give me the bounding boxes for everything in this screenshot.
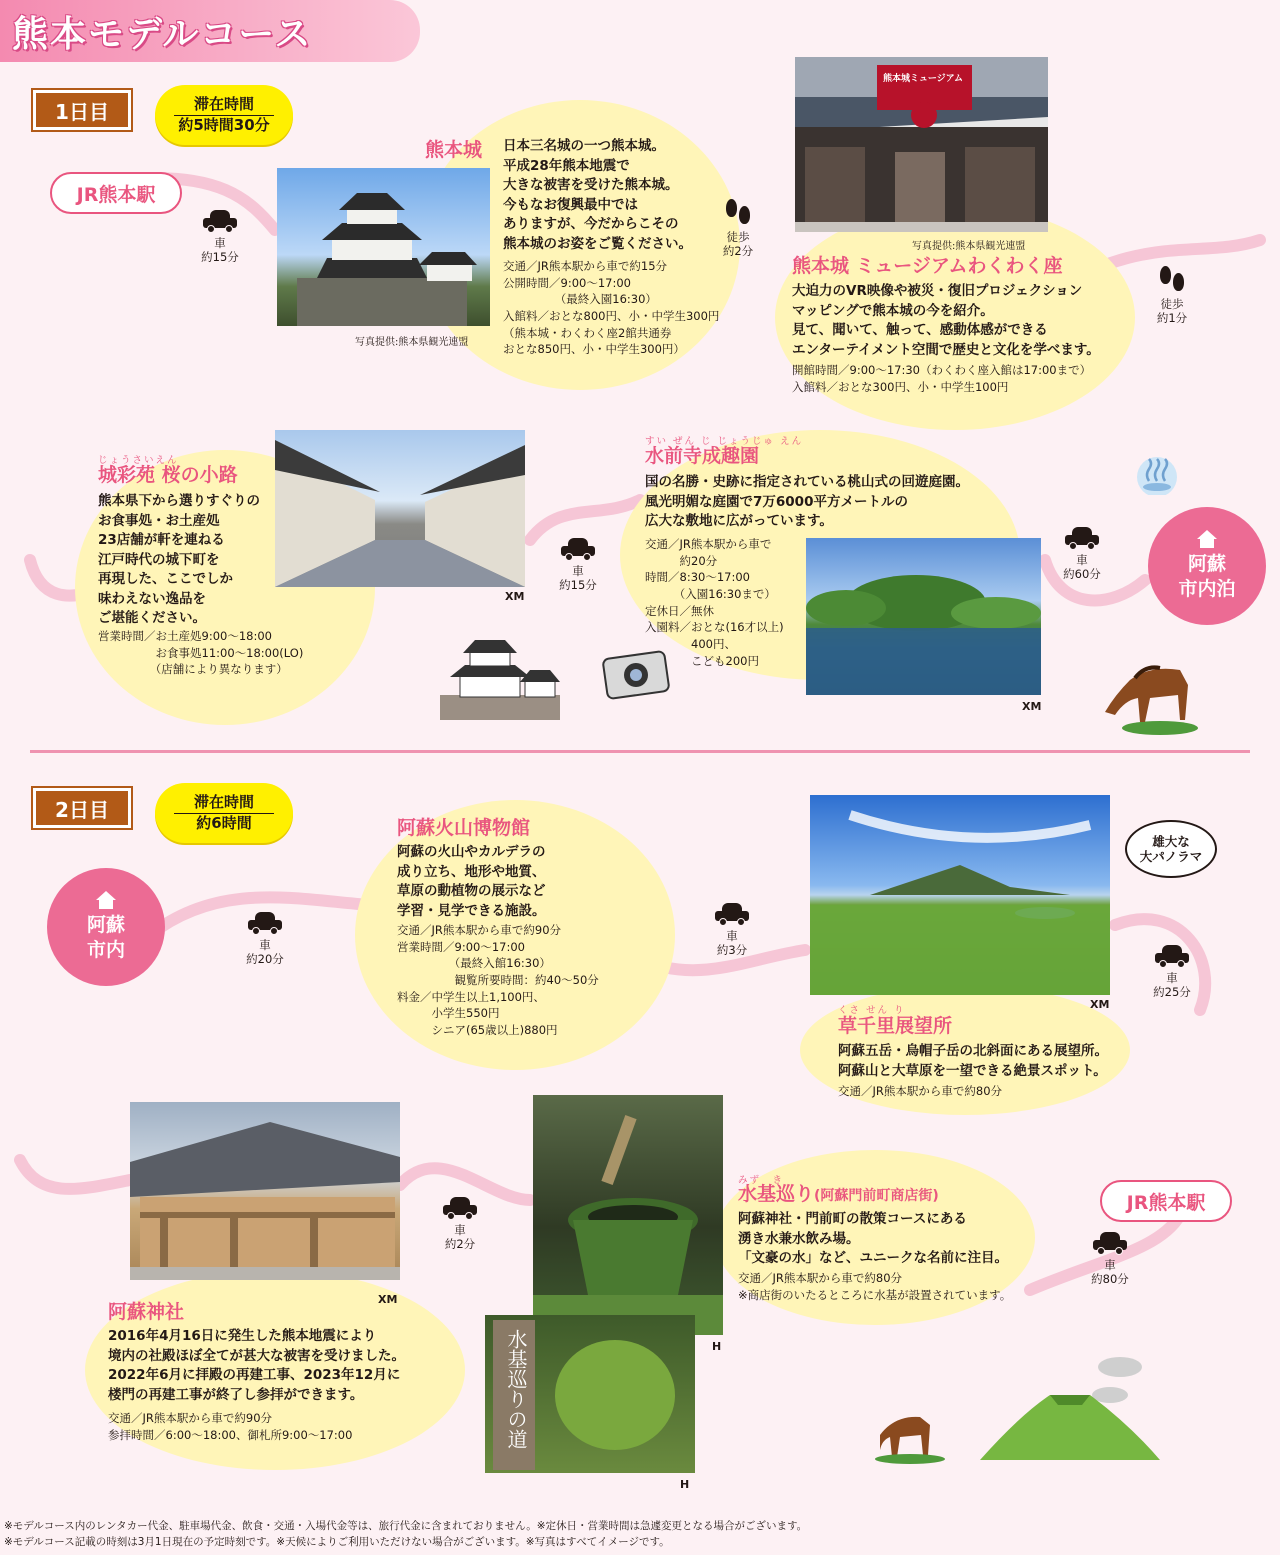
mizuki-subtitle: (阿蘇門前町商店街) (814, 1188, 939, 1204)
transit-car-6 (1150, 945, 1194, 1000)
transit-car-4 (243, 912, 287, 967)
kusasenri-desc: 阿蘇五岳・烏帽子岳の北斜面にある展望所。 阿蘇山と大草原を一望できる絶景スポット。 (838, 1043, 1108, 1079)
kusasenri-photo (810, 795, 1110, 995)
mizuki-sign-photo (485, 1315, 695, 1473)
footprints-icon (1157, 265, 1187, 293)
transit-mode: 車 (1076, 553, 1088, 567)
shrine-photo-credit: XM (378, 1293, 398, 1306)
start-station-pill: JR熊本駅 (50, 172, 182, 214)
josaien-desc: 熊本県下から選りすぐりの お食事処・お土産処 23店舗が軒を連ねる 江戸時代の城下町を 再現した、ここでしか 味わえない逸品を ご堪能ください。 (98, 493, 260, 627)
transit-mode: 車 (726, 929, 738, 943)
museum-sign: 熊本城ミュージアム (883, 74, 964, 84)
footer-note-2: ※モデルコース記載の時刻は3月1日現在の予定時刻です。※天候によりご利用いただけない場合がございます。※写真はすべてイメージです。 (4, 1536, 670, 1548)
josaien-title: 城彩苑 桜の小路 (98, 464, 238, 486)
start-line2: 市内 (86, 939, 125, 961)
josaien-info: 営業時間／お土産処9:00～18:00 お食事処11:00～18:00(LO) （店舗により異なります） (98, 629, 304, 677)
car-icon (248, 912, 282, 934)
suizenji-ruby: すい ぜん じ じょうじゅ えん (645, 436, 804, 447)
mizuki-ruby: みず き (738, 1175, 785, 1186)
museum-desc: 大迫力のVR映像や被災・復旧プロジェクション マッピングで熊本城の今を紹介。 見て、聞いて、触って、感動体感ができる エンターテイメント空間で歴史と文化を学べます。 (792, 283, 1100, 358)
mizuki-title: 水基巡り (738, 1183, 815, 1205)
kumamoto-castle-photo (277, 168, 490, 326)
castle-photo-credit: 写真提供:熊本県観光連盟 (355, 337, 469, 348)
transit-walk-1 (718, 198, 758, 259)
mizuki-photo-credit-1: H (712, 1340, 722, 1353)
transit-car-2 (555, 538, 601, 593)
castle-illustration (435, 625, 565, 720)
josaien-photo-credit: XM (505, 590, 525, 603)
museum-photo (795, 57, 1048, 232)
panorama-speech-bubble: 雄大な 大パノラマ (1125, 820, 1217, 878)
transit-time: 約1分 (1156, 311, 1188, 326)
aso-stay-circle (1148, 507, 1266, 625)
aso-volcano-illustration (870, 1355, 1170, 1470)
footprints-icon (723, 198, 753, 226)
transit-car-1 (195, 210, 245, 265)
transit-time: 約15分 (559, 578, 597, 593)
car-icon (715, 903, 749, 925)
transit-time: 約2分 (444, 1237, 476, 1252)
day1-tag: 1日目 (33, 90, 131, 130)
kusasenri-title: 草千里展望所 (838, 1015, 953, 1037)
mizuki-desc: 阿蘇神社・門前町の散策コースにある 湧き水兼水飲み場。 「文豪の水」など、ユニークな名前に注目。 (738, 1211, 1008, 1267)
car-icon (561, 538, 595, 560)
volcano-info: 交通／JR熊本駅から車で約90分 営業時間／9:00～17:00 （最終入館16:30） 観覧所要時間：約40～50分 料金／中学生以上1,100円、 小学生550円 シニア(65歳以上)880円 (397, 923, 599, 1038)
horse-illustration (1100, 640, 1200, 735)
volcano-title: 阿蘇火山博物館 (397, 817, 531, 839)
house-icon (1196, 530, 1218, 548)
transit-mode: 徒歩 (726, 230, 750, 244)
transit-mode: 徒歩 (1160, 297, 1184, 311)
suizenji-title: 水前寺成趣園 (645, 445, 760, 467)
suizenji-photo (806, 538, 1041, 695)
kusasenri-info: 交通／JR熊本駅から車で約80分 (838, 1084, 1003, 1098)
transit-time: 約60分 (1063, 567, 1101, 582)
day-divider (30, 750, 1250, 753)
shrine-info: 交通／JR熊本駅から車で約90分 参拝時間／6:00～18:00、御札所9:00～17:00 (108, 1411, 353, 1442)
transit-mode: 車 (259, 938, 271, 952)
end-station-pill: JR熊本駅 (1100, 1180, 1232, 1222)
museum-info: 開館時間／9:00～17:30（わくわく座入館は17:00まで） 入館料／おとな300円、小・中学生100円 (792, 363, 1092, 394)
car-icon (1155, 945, 1189, 967)
transit-mode: 車 (214, 236, 226, 250)
suizenji-info: 交通／JR熊本駅から車で 約20分 時間／8:30～17:00 （入園16:30まで） 定休日／無休 入園料／おとな(16才以上) 400円、 こども200円 (645, 537, 784, 668)
mizuki-info: 交通／JR熊本駅から車で約80分 ※商店街のいたるところに水基が設置されています。 (738, 1271, 1012, 1302)
stay-time: 約5時間30分 (178, 115, 270, 134)
car-icon (443, 1197, 477, 1219)
day1-stay-badge (155, 85, 293, 145)
start-line1: 阿蘇 (86, 914, 125, 937)
transit-mode: 車 (572, 564, 584, 578)
transit-car-7 (440, 1197, 480, 1252)
transit-mode: 車 (1104, 1258, 1116, 1272)
castle-desc: 日本三名城の一つ熊本城。 平成28年熊本地震で 大きな被害を受けた熊本城。 今もなお復興最中では ありますが、今だからこその 熊本城のお姿をご覧ください。 (503, 138, 692, 252)
shrine-title: 阿蘇神社 (108, 1301, 185, 1323)
transit-walk-2 (1150, 265, 1194, 326)
stay-line2: 市内泊 (1178, 578, 1236, 600)
aso-shrine-photo (130, 1102, 400, 1280)
day2-tag: 2日目 (33, 788, 131, 828)
aso-start-circle (47, 868, 165, 986)
castle-info: 交通／JR熊本駅から車で約15分 公開時間／9:00～17:00 （最終入園16:30） 入館料／おとな800円、小・中学生300円 （熊本城・わくわく座2館共通券 おとな850円、小・中学生300円） (503, 259, 720, 357)
mizuki-title-row (738, 1184, 939, 1205)
mizuki-basin-photo (533, 1095, 723, 1335)
car-icon (1093, 1232, 1127, 1254)
suizenji-photo-credit: XM (1022, 700, 1042, 713)
stay-line1: 阿蘇 (1187, 553, 1226, 576)
transit-mode: 車 (454, 1223, 466, 1237)
page-title: 熊本モデルコース (12, 14, 313, 55)
transit-time: 約3分 (716, 943, 748, 958)
suizenji-desc: 国の名勝・史跡に指定されている桃山式の回遊庭園。 風光明媚な庭園で7万6000平方メートルの 広大な敷地に広がっています。 (645, 474, 969, 530)
footer-note-1: ※モデルコース内のレンタカー代金、駐車場代金、飲食・交通・入場代金等は、旅行代金に含まれておりません。※定休日・営業時間は急遽変更となる場合がございます。 (4, 1520, 808, 1532)
josaien-ruby: じょうさいえん (98, 455, 179, 466)
shrine-desc: 2016年4月16日に発生した熊本地震により 境内の社殿ほぼ全てが甚大な被害を受けました。 2022年6月に拝殿の再建工事、2023年12月に 楼門の再建工事が終了し参拝ができます。 (108, 1328, 405, 1403)
transit-mode: 車 (1166, 971, 1178, 985)
stay-label: 滞在時間 (193, 793, 254, 811)
transit-time: 約20分 (246, 952, 284, 967)
hot-spring-icon (1135, 455, 1179, 495)
mizuki-photo-credit-2: H (680, 1478, 690, 1491)
day2-stay-badge (155, 783, 293, 843)
transit-car-5 (712, 903, 752, 958)
castle-title: 熊本城 (425, 139, 483, 161)
transit-time: 約15分 (201, 250, 239, 265)
transit-car-8 (1088, 1232, 1132, 1287)
kusasenri-ruby: くさ せん り (838, 1005, 906, 1016)
transit-time: 約25分 (1153, 985, 1191, 1000)
mizuki-sign-text: 水基巡りの道 (504, 1329, 528, 1449)
museum-title: 熊本城 ミュージアムわくわく座 (792, 255, 1063, 277)
stay-label: 滞在時間 (193, 95, 254, 113)
kusasenri-photo-credit: XM (1090, 998, 1110, 1011)
house-icon (95, 891, 117, 909)
museum-photo-credit: 写真提供:熊本県観光連盟 (912, 241, 1026, 252)
transit-time: 約80分 (1091, 1272, 1129, 1287)
volcano-desc: 阿蘇の火山やカルデラの 成り立ち、地形や地質、 草原の動植物の展示など 学習・見学できる施設。 (397, 844, 546, 919)
car-icon (203, 210, 237, 232)
transit-car-3 (1060, 527, 1104, 582)
josaien-photo (275, 430, 525, 587)
car-icon (1065, 527, 1099, 549)
stay-time: 約6時間 (196, 813, 252, 832)
transit-time: 約2分 (722, 244, 754, 259)
